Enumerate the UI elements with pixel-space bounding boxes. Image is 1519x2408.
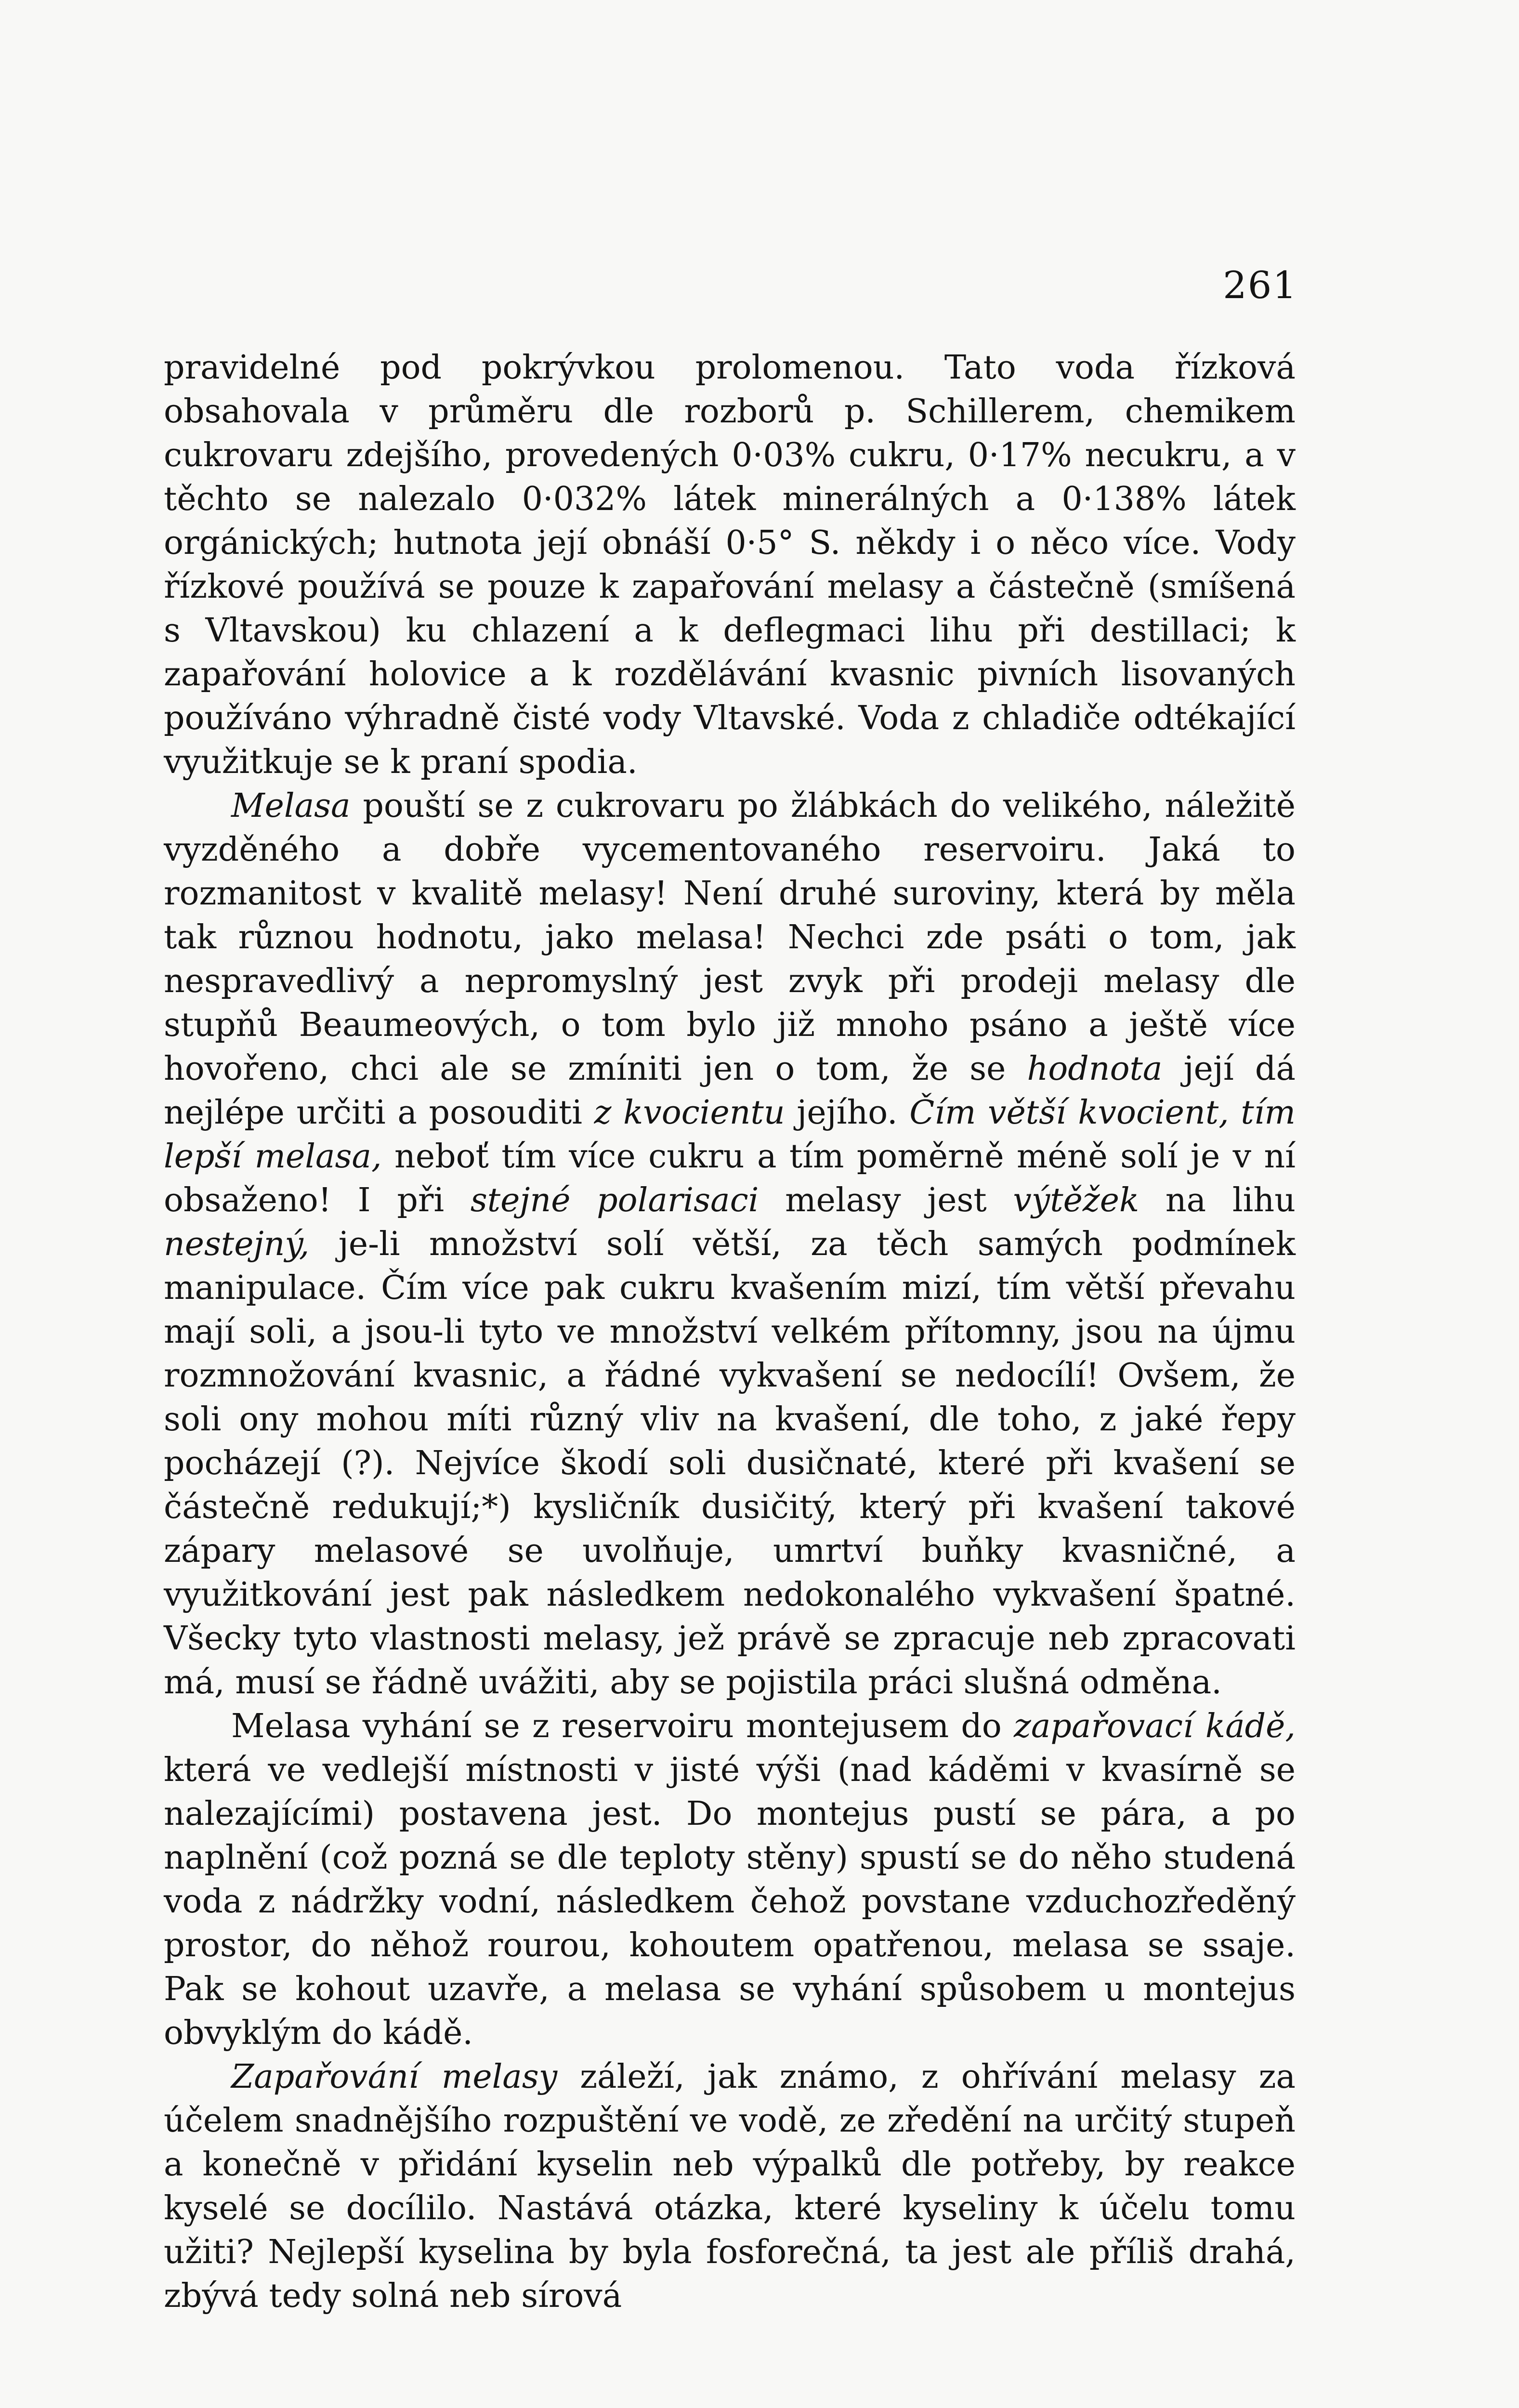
paragraph-text: která ve vedlejší místnosti v jisté výši (nad káděmi v kvasírně se nalezajícími) postavena jest. Do montejus pustí se pára, a po naplnění (což pozná se dle teploty stěny) spustí se do něho studená voda z nádržky vodní, následkem čehož povstane vzduchozředěný prostor, do něhož rourou, kohoutem opatřenou, melasa se ssaje. Pak se kohout uzavře, a melasa se vyhání spůsobem u montejus obvyklým do kádě. [164, 1751, 1296, 2052]
paragraph-text: záleží, jak známo, z ohřívání melasy za účelem snadnějšího rozpuštění ve vodě, ze zředění na určitý stupeň a konečně v přidání kyselin neb výpalků dle potřeby, by reakce kyselé se docílilo. Nastává otázka, které kyseliny k účelu tomu užiti? Nejlepší kyselina by byla fosforečná, ta jest ale příliš drahá, zbývá tedy solná neb sírová [164, 2058, 1296, 2315]
paragraph-text: Melasa vyhání se z reservoiru montejusem do [231, 1707, 1014, 1745]
paragraph [164, 346, 1296, 784]
emphasis-text: z kvocientu [594, 1094, 785, 1132]
paragraph-text: je-li množství solí větší, za těch samých podmínek manipulace. Čím více pak cukru kvašením mizí, tím větší převahu mají soli, a jsou-li tyto ve množství velkém přítomny, jsou na újmu rozmnožování kvasnic, a řádné vykvašení se nedocílí! Ovšem, že soli ony mohou míti různý vliv na kvašení, dle toho, z jaké řepy pocházejí (?). Nejvíce škodí soli dusičnaté, které při kvašení se částečně redukují;*) kysličník dusičitý, který při kvašení takové zápary melasové se uvolňuje, umrtví buňky kvasničné, a využitkování jest pak následkem nedokonalého vykvašení špatné. Všecky tyto vlastnosti melasy, jež právě se zpracuje neb zpracovati má, musí se řádně uvážiti, aby se pojistila práci slušná odměna. [164, 1225, 1296, 1701]
paragraph-text: na lihu [1139, 1181, 1296, 1219]
paragraph-text: melasy jest [759, 1181, 1013, 1219]
body-text [164, 346, 1296, 2318]
paragraph-text: její dá nejlépe určiti a posouditi [164, 1050, 1296, 1132]
paragraph [164, 1704, 1296, 2055]
emphasis-text: Zapařování melasy [231, 2058, 558, 2096]
emphasis-text: hodnota [1027, 1050, 1163, 1088]
emphasis-text: stejné polarisaci [470, 1181, 759, 1219]
paragraph-text: jejího. [785, 1094, 910, 1132]
paragraph-text: pouští se z cukrovaru po žlábkách do velikého, náležitě vyzděného a dobře vycementovaného reservoiru. Jaká to rozmanitost v kvalitě melasy! Není druhé suroviny, která by měla tak různou hodnotu, jako melasa! Nechci zde psáti o tom, jak nespravedlivý a nepromyslný jest zvyk při prodeji melasy dle stupňů Beaumeových, o tom bylo již mnoho psáno a ještě více hovořeno, chci ale se zmíniti jen o tom, že se [164, 787, 1296, 1088]
paragraph-text: pravidelné pod pokrývkou prolomenou. Tato voda řízková obsahovala v průměru dle rozborů p. Schillerem, chemikem cukrovaru zdejšího, provedených 0·03% cukru, 0·17% necukru, a v těchto se nalezalo 0·032% látek minerálných a 0·138% látek orgánických; hutnota její obnáší 0·5° S. někdy i o něco více. Vody řízkové používá se pouze k zapařování melasy a částečně (smíšená s Vltavskou) ku chlazení a k deflegmaci lihu při destillaci; k zapařování holovice a k rozdělávání kvasnic pivních lisovaných používáno výhradně čisté vody Vltavské. Voda z chladiče odtékající využitkuje se k praní spodia. [164, 349, 1296, 781]
emphasis-text: výtěžek [1013, 1181, 1139, 1219]
paragraph [164, 2055, 1296, 2318]
paragraph [164, 784, 1296, 1704]
emphasis-text: Melasa [231, 787, 351, 825]
paragraph-text: neboť tím více cukru a tím poměrně méně solí je v ní obsaženo! I při [164, 1138, 1296, 1219]
emphasis-text: zapařovací kádě, [1014, 1707, 1296, 1745]
page-number: 261 [1223, 264, 1297, 307]
emphasis-text: nestejný, [164, 1225, 310, 1263]
emphasis-text: Čím větší kvocient, tím lepší melasa, [164, 1094, 1296, 1176]
